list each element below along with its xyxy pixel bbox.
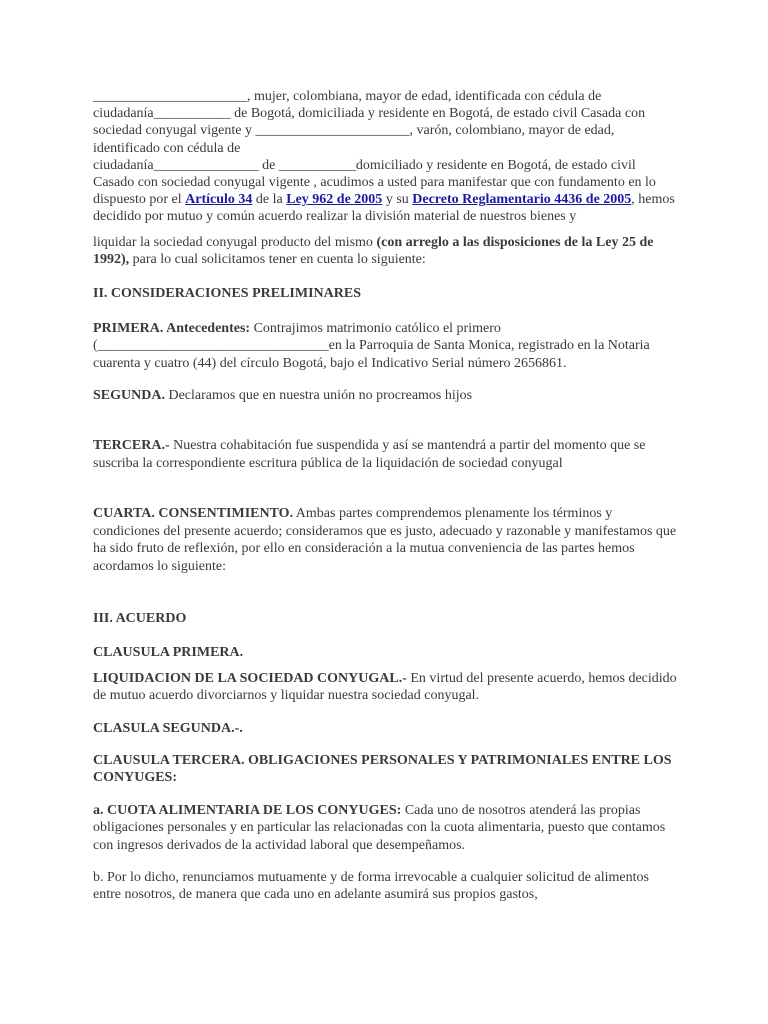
clausula-primera-label: LIQUIDACION DE LA SOCIEDAD CONYUGAL.- xyxy=(93,670,407,686)
item-a-text: Cada uno de nosotros atenderá las propias obligaciones personales y en particular las relacionadas con la cuota alimentaria, puesto que contamos con ingresos derivados de la actividad laboral que desempeñamos. xyxy=(93,802,666,853)
intro-paragraph-2 xyxy=(93,234,678,269)
cuarta-paragraph xyxy=(93,505,678,575)
primera-label: PRIMERA. Antecedentes: xyxy=(93,320,251,336)
link-decreto-4436[interactable]: Decreto Reglamentario 4436 de 2005 xyxy=(412,192,632,208)
segunda-paragraph xyxy=(93,387,678,404)
item-a-paragraph xyxy=(93,802,678,854)
tercera-text: Nuestra cohabitación fue suspendida y así se mantendrá a partir del momento que se suscriba la correspondiente escritura pública de la liquidación de sociedad conyugal xyxy=(93,438,646,471)
intro-p2-text-b: para lo cual solicitamos tener en cuenta lo siguiente: xyxy=(129,252,426,268)
clausula-primera-paragraph xyxy=(93,670,678,705)
intro-text-a: ______________________, mujer, colombiana, mayor de edad, identificada con cédula de ciudadanía___________ de Bogotá, domiciliada y residente en Bogotá, de estado civil Casada con sociedad conyugal vigente y ______________________, varón, colombiano, mayor de edad, identificado con cédula de xyxy=(93,89,646,156)
section-2-heading: II. CONSIDERACIONES PRELIMINARES xyxy=(93,286,361,302)
tercera-label: TERCERA.- xyxy=(93,438,170,454)
intro-p2-bold: (con arreglo a las disposiciones de la Ley 25 de 1992), xyxy=(93,234,654,268)
clausula-primera-text: En virtud del presente acuerdo, hemos decidido de mutuo acuerdo divorciarnos y liquidar nuestra sociedad conyugal. xyxy=(93,670,677,704)
item-b-text: b. Por lo dicho, renunciamos mutuamente y de forma irrevocable a cualquier solicitud de alimentos entre nosotros, de manera que cada uno en adelante asumirá sus propios gastos, xyxy=(93,869,649,903)
cuarta-text: Ambas partes comprendemos plenamente los términos y condiciones del presente acuerdo; consideramos que es justo, adecuado y razonable y manifestamos que ha sido fruto de reflexión, por ello en consideración a la mutua conveniencia de las partes hemos acordamos lo siguiente: xyxy=(93,506,677,574)
item-b-paragraph xyxy=(93,869,678,904)
cuarta-label: CUARTA. CONSENTIMIENTO. xyxy=(93,506,294,522)
link-ley-962[interactable]: Ley 962 de 2005 xyxy=(286,192,383,208)
intro-text-d: y su xyxy=(382,192,413,208)
clausula-primera-heading: CLAUSULA PRIMERA. xyxy=(93,645,244,661)
intro-p2-text-a: liquidar la sociedad conyugal producto del mismo xyxy=(93,234,377,250)
primera-paragraph xyxy=(93,320,678,372)
intro-paragraph xyxy=(93,88,678,226)
section-3-heading: III. ACUERDO xyxy=(93,610,187,626)
clausula-tercera-heading: CLAUSULA TERCERA. OBLIGACIONES PERSONALES Y PATRIMONIALES ENTRE LOS CONYUGES: xyxy=(93,752,672,786)
tercera-paragraph xyxy=(93,437,678,472)
item-a-label: a. CUOTA ALIMENTARIA DE LOS CONYUGES: xyxy=(93,802,402,818)
intro-text-c: de la xyxy=(252,192,287,208)
primera-text: Contrajimos matrimonio católico el primero (_________________________________en la Parroquia de Santa Monica, registrado en la Notaria cuarenta y cuatro (44) del círculo Bogotá, bajo el Indicativo Serial número 2656861. xyxy=(93,320,650,371)
clausula-segunda-heading: CLASULA SEGUNDA.-. xyxy=(93,720,243,736)
link-articulo-34[interactable]: Artículo 34 xyxy=(185,192,253,208)
segunda-text: Declaramos que en nuestra unión no procreamos hijos xyxy=(164,388,473,404)
intro-text-b: ciudadanía_______________ de ___________domiciliado y residente en Bogotá, de estado civil Casado con sociedad conyugal vigente , acudimos a usted para manifestar que con fundamento en lo dispuesto por el xyxy=(93,157,656,208)
intro-text-e: , hemos decidido por mutuo y común acuerdo realizar la división material de nuestros bienes y xyxy=(93,192,675,225)
segunda-label: SEGUNDA. xyxy=(93,388,165,404)
